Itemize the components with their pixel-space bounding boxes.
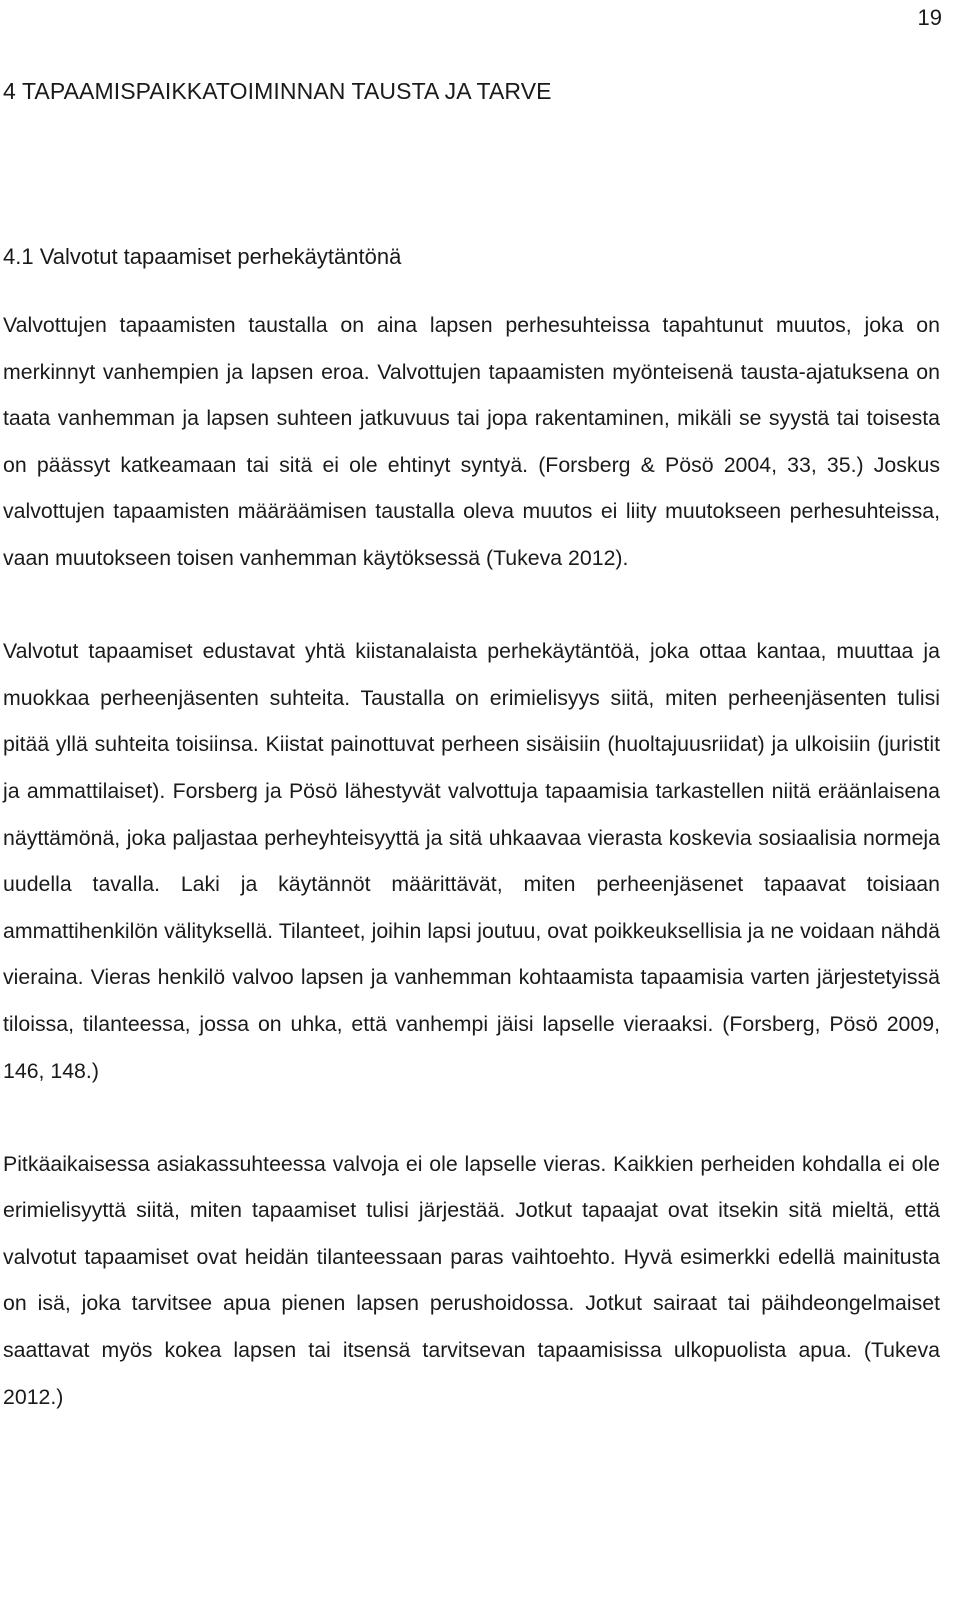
body-text [3, 302, 940, 1420]
paragraph-3: Pitkäaikaisessa asiakassuhteessa valvoja ei ole lapselle vieras. Kaikkien perheiden kohdalla ei ole erimielisyyttä siitä, miten tapaamiset tulisi järjestää. Jotkut tapaajat ovat itsekin sitä mieltä, että valvotut tapaamiset ovat heidän tilanteessaan paras vaihtoehto. Hyvä esimerkki edellä mainitusta on isä, joka tarvitsee apua pienen lapsen perushoidossa. Jotkut sairaat tai päihdeongelmaiset saattavat myös kokea lapsen tai itsensä tarvitsevan tapaamisissa ulkopuolista apua. (Tukeva 2012.) [3, 1151, 940, 1409]
paragraph-2: Valvotut tapaamiset edustavat yhtä kiistanalaista perhekäytäntöä, joka ottaa kantaa, muuttaa ja muokkaa perheenjäsenten suhteita. Taustalla on erimielisyys siitä, miten perheenjäsenten tulisi pitää yllä suhteita toisiinsa. Kiistat painottuvat perheen sisäisiin (huoltajuusriidat) ja ulkoisiin (juristit ja ammattilaiset). Forsberg ja Pösö lähestyvät valvottuja tapaamisia tarkastellen niitä eräänlaisena näyttämönä, joka paljastaa perheyhteisyyttä ja sitä uhkaavaa vierasta koskevia sosiaalisia normeja uudella tavalla. Laki ja käytännöt määrittävät, miten perheenjäsenet tapaavat toisiaan ammattihenkilön välityksellä. Tilanteet, joihin lapsi joutuu, ovat poikkeuksellisia ja ne voidaan nähdä vieraina. Vieras henkilö valvoo lapsen ja vanhemman kohtaamista tapaamisia varten järjestetyissä tiloissa, tilanteessa, jossa on uhka, että vanhempi jäisi lapselle vieraaksi. (Forsberg, Pösö 2009, 146, 148.) [3, 639, 940, 1083]
chapter-heading: 4 TAPAAMISPAIKKATOIMINNAN TAUSTA JA TARVE [3, 78, 552, 104]
section-heading: 4.1 Valvotut tapaamiset perhekäytäntönä [3, 244, 402, 269]
paragraph-1: Valvottujen tapaamisten taustalla on aina lapsen perhesuhteissa tapahtunut muutos, joka on merkinnyt vanhempien ja lapsen eroa. Valvottujen tapaamisten myönteisenä tausta-ajatuksena on taata vanhemman ja lapsen suhteen jatkuvuus tai jopa rakentaminen, mikäli se syystä tai toisesta on päässyt katkeamaan tai sitä ei ole ehtinyt syntyä. (Forsberg & Pösö 2004, 33, 35.) Joskus valvottujen tapaamisten määräämisen taustalla oleva muutos ei liity muutokseen perhesuhteissa, vaan muutokseen toisen vanhemman käytöksessä (Tukeva 2012). [3, 313, 940, 570]
page-number: 19 [917, 5, 942, 30]
